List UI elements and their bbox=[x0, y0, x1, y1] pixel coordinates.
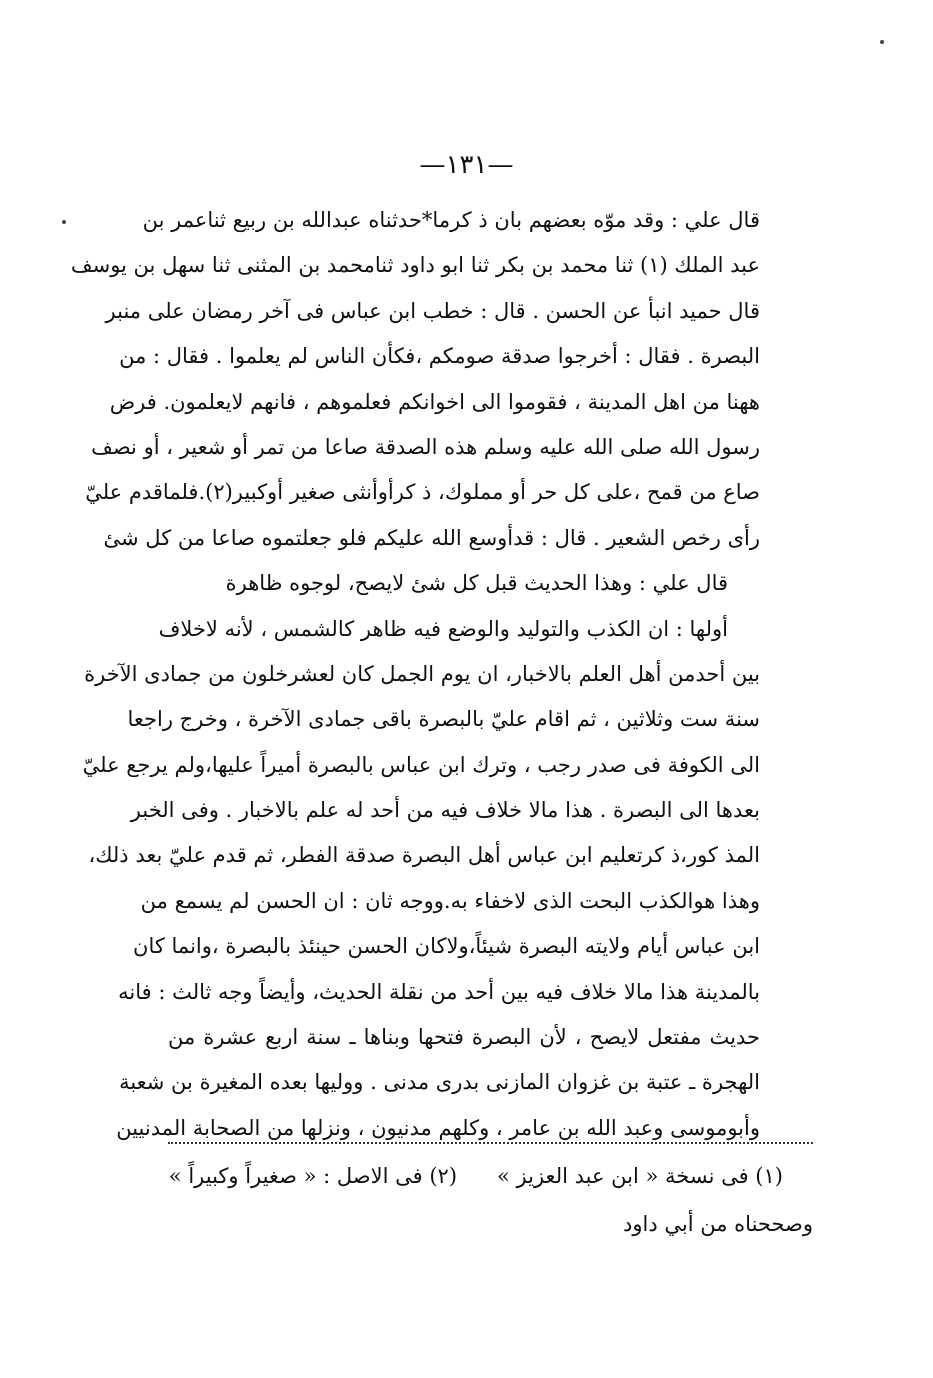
text-line: قال علي : وهذا الحديث قبل كل شئ لايصح، لوجوه ظاهرة bbox=[225, 571, 728, 596]
text-line: الهجرة ـ عتبة بن غزوان المازنى بدرى مدنى . ووليها بعده المغيرة بن شعبة bbox=[119, 1070, 760, 1095]
footnote-2: (٢) فى الاصل : « صغيراً وكبيراً » bbox=[168, 1164, 458, 1188]
page-number: —١٣١— bbox=[419, 150, 514, 180]
footnotes bbox=[168, 1152, 813, 1248]
text-line: أولها : ان الكذب والتوليد والوضع فيه ظاهر كالشمس ، لأنه لاخلاف bbox=[158, 616, 728, 641]
text-line: رأى رخص الشعير . قال : قدأوسع الله عليكم فلو جعلتموه صاعا من كل شئ bbox=[103, 525, 760, 550]
text-line: بين أحدمن أهل العلم بالاخبار، ان يوم الجمل كان لعشرخلون من جمادى الآخرة bbox=[84, 661, 760, 686]
text-line: وهذا هوالكذب البحت الذى لاخفاء به.ووجه ثان : ان الحسن لم يسمع من bbox=[140, 888, 760, 913]
text-line: عبد الملك (١) ثنا محمد بن بكر ثنا ابو داود ثنامحمد بن المثنى ثنا سهل بن يوسف bbox=[70, 253, 760, 278]
text-line: سنة ست وثلاثين ، ثم اقام عليّ بالبصرة باقى جمادى الآخرة ، وخرج راجعا bbox=[127, 707, 760, 732]
scan-speck bbox=[62, 220, 66, 224]
text-line: وأبوموسى وعبد الله بن عامر ، وكلهم مدنيون ، ونزلها من الصحابة المدنيين bbox=[116, 1115, 760, 1140]
text-line: ههنا من اهل المدينة ، فقوموا الى اخوانكم فعلموهم ، فانهم لايعلمون. فرض bbox=[109, 389, 760, 414]
text-line: قال علي : وقد موّه بعضهم بان ذ كرما*حدثناه عبدالله بن ربيع ثناعمر بن bbox=[142, 208, 760, 232]
footnote-1: (١) فى نسخة « ابن عبد العزيز » bbox=[497, 1164, 783, 1188]
text-line: قال حميد انبأ عن الحسن . قال : خطب ابن عباس فى آخر رمضان على منبر bbox=[105, 298, 760, 323]
text-line: المذ كور،ذ كرتعليم ابن عباس أهل البصرة صدقة الفطر، ثم قدم عليّ بعد ذلك، bbox=[88, 843, 760, 868]
text-line: ابن عباس أيام ولايته البصرة شيئاً،ولاكان الحسن حينئذ بالبصرة ،وانما كان bbox=[133, 934, 760, 959]
text-line: البصرة . فقال : أخرجوا صدقة صومكم ،فكأن الناس لم يعلموا . فقال : من bbox=[119, 344, 760, 369]
scan-speck bbox=[880, 40, 884, 44]
footnote-line bbox=[168, 1152, 813, 1200]
text-line: بعدها الى البصرة . هذا مالا خلاف فيه من أحد له علم بالاخبار . وفى الخبر bbox=[130, 798, 760, 823]
text-line: رسول الله صلى الله عليه وسلم هذه الصدقة صاعا من تمر أو شعير ، أو نصف bbox=[91, 434, 760, 459]
text-line: بالمدينة هذا مالا خلاف فيه بين أحد من نقلة الحديث، وأيضاً وجه ثالث : فانه bbox=[118, 979, 760, 1004]
footnote-separator bbox=[168, 1142, 813, 1144]
main-text bbox=[70, 198, 760, 1151]
text-line: صاع من قمح ،على كل حر أو مملوك، ذ كرأوأنثى صغير أوكبير(٢).فلماقدم عليّ bbox=[85, 480, 760, 505]
footnote-continuation: وصححناه من أبي داود bbox=[623, 1212, 813, 1236]
text-line: الى الكوفة فى صدر رجب ، وترك ابن عباس بالبصرة أميراً عليها،ولم يرجع عليّ bbox=[82, 752, 760, 777]
text-line: حديث مفتعل لايصح ، لأن البصرة فتحها وبناها ـ سنة اربع عشرة من bbox=[168, 1025, 760, 1050]
